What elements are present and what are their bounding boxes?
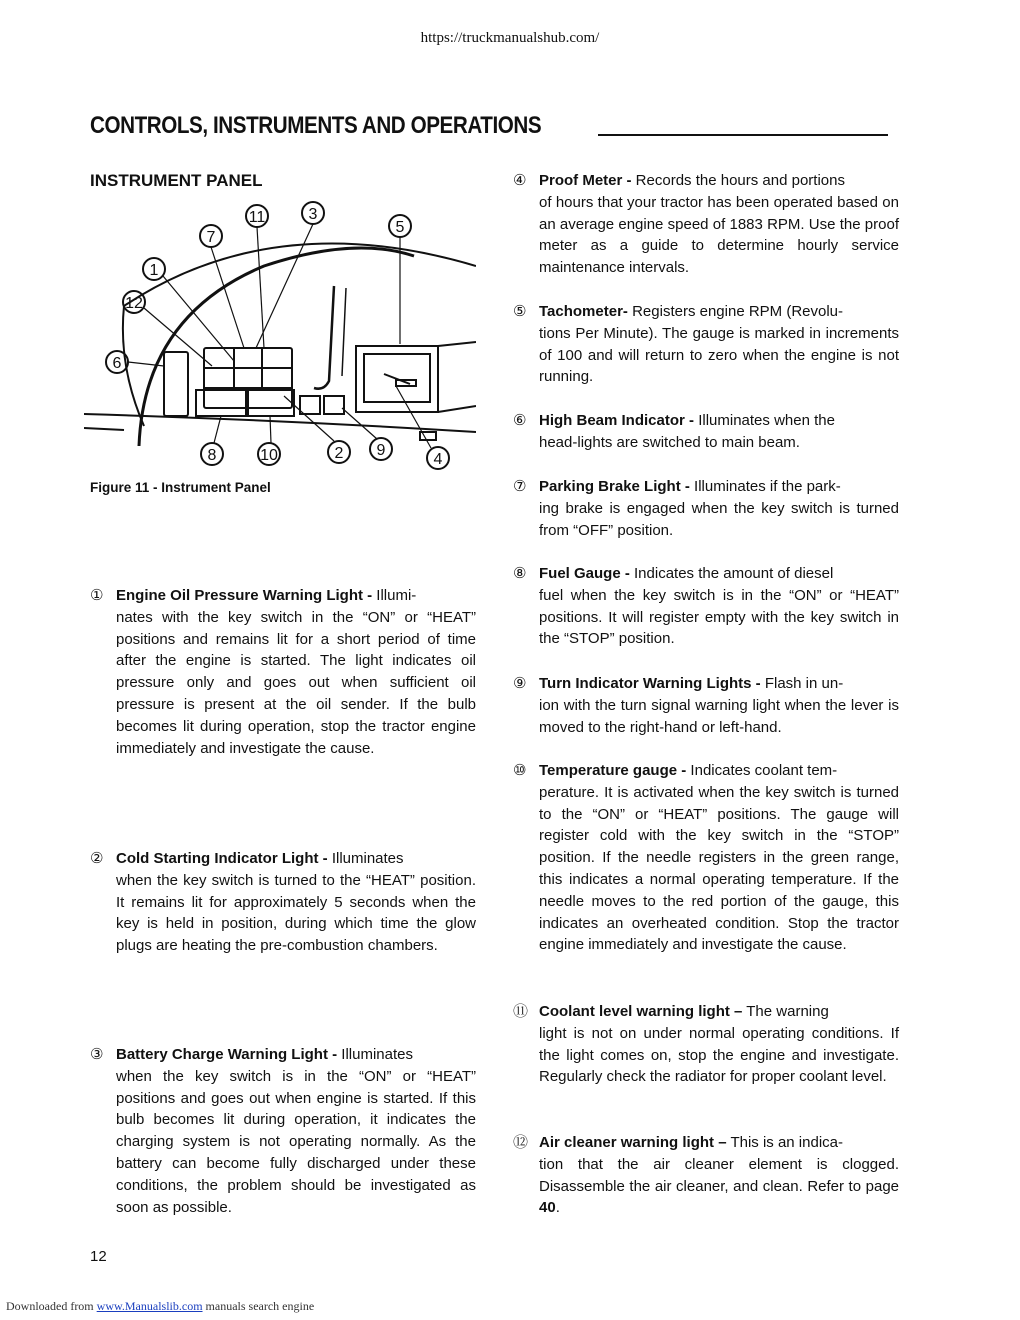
item-tachometer: ⑤ Tachometer- Registers engine RPM (Revolu- tions Per Minute). The gauge is marked in increments of 100 and will return to zero when the engine is not running. <box>513 302 899 386</box>
page-number: 12 <box>90 1248 107 1265</box>
item-engine-oil-pressure: ① Engine Oil Pressure Warning Light - Illumi- nates with the key switch in the “ON” or “HEAT” positions and remains lit for a short period of time after the engine is started. The light indicates oil pressure only and goes out when sufficient oil pressure is present at the oil sender. If the bulb becomes lit during operation, stop the tractor engine immediately and investigate the cause. <box>90 586 476 757</box>
callout-3: 3 <box>308 206 318 223</box>
item-battery-charge: ③ Battery Charge Warning Light - Illuminates when the key switch is in the “ON” or “HEAT” positions and goes out when engine is started. If this bulb becomes lit during operation, it indicates the charging system is not operating normally. As the battery can become fully discharged under these conditions, the problem should be investigated as soon as possible. <box>90 1045 476 1216</box>
callout-5: 5 <box>395 219 405 236</box>
callout-4: 4 <box>433 451 443 468</box>
title-rule <box>598 134 888 136</box>
item-high-beam: ⑥ High Beam Indicator - Illuminates when the head-lights are switched to main beam. <box>513 411 835 451</box>
page-title: CONTROLS, INSTRUMENTS AND OPERATIONS <box>90 112 542 139</box>
manualslib-link[interactable]: www.Manualslib.com <box>96 1299 203 1313</box>
callout-6: 6 <box>112 355 122 372</box>
item-cold-starting: ② Cold Starting Indicator Light - Illuminates when the key switch is turned to the “HEAT” position. It remains lit for approximately 5 seconds when the key is held in position, during which time the glow plugs are heating the pre-combustion chambers. <box>90 849 476 955</box>
callout-7: 7 <box>206 229 216 246</box>
item-coolant-level: ⑪ Coolant level warning light – The warning light is not on under normal operating conditions. If the light comes on, stop the engine and investigate. Regularly check the radiator for proper coolant level. <box>513 1002 899 1086</box>
item-turn-indicator: ⑨ Turn Indicator Warning Lights - Flash in un- ion with the turn signal warning light when the lever is moved to the right-hand or left-hand. <box>513 674 899 736</box>
footer: Downloaded from www.Manualslib.com manuals search engine <box>6 1299 315 1313</box>
callout-10: 10 <box>260 447 278 464</box>
item-air-cleaner: ⑫ Air cleaner warning light – This is an indica- tion that the air cleaner element is clogged. Disassemble the air cleaner, and clean. Refer to page 40. <box>513 1133 899 1217</box>
figure-caption: Figure 11 - Instrument Panel <box>90 480 271 495</box>
callout-2: 2 <box>334 445 344 462</box>
callout-1: 1 <box>149 262 159 279</box>
callout-11: 11 <box>248 209 266 226</box>
item-fuel-gauge: ⑧ Fuel Gauge - Indicates the amount of diesel fuel when the key switch is in the “ON” or “HEAT” positions. It will register empty with the key switch in the “STOP” position. <box>513 564 899 648</box>
header-url: https://truckmanualshub.com/ <box>420 30 600 46</box>
item-temperature-gauge: ⑩ Temperature gauge - Indicates coolant tem- perature. It is activated when the key switch is turned to the “ON” or “HEAT” positions. The gauge will register cold with the key switch in the “STOP” position. If the needle registers in the green range, this indicates a normal operating temperature. If the needle moves to the red portion of the gauge, this indicates an overheated condition. Stop the tractor engine immediately and investigate the cause. <box>513 761 899 954</box>
callout-8: 8 <box>207 447 217 464</box>
item-proof-meter: ④ Proof Meter - Records the hours and portions of hours that your tractor has been operated based on an average engine speed of 1883 RPM. Use the proof meter as a guide to determine hourly service maintenance intervals. <box>513 171 899 277</box>
page-reference: 40 <box>539 1199 556 1217</box>
section-heading: INSTRUMENT PANEL <box>90 171 263 190</box>
instrument-panel-figure <box>84 196 476 478</box>
callout-12: 12 <box>125 295 143 312</box>
callout-9: 9 <box>376 442 386 459</box>
item-parking-brake: ⑦ Parking Brake Light - Illuminates if the park- ing brake is engaged when the key switch is turned from “OFF” position. <box>513 477 899 539</box>
